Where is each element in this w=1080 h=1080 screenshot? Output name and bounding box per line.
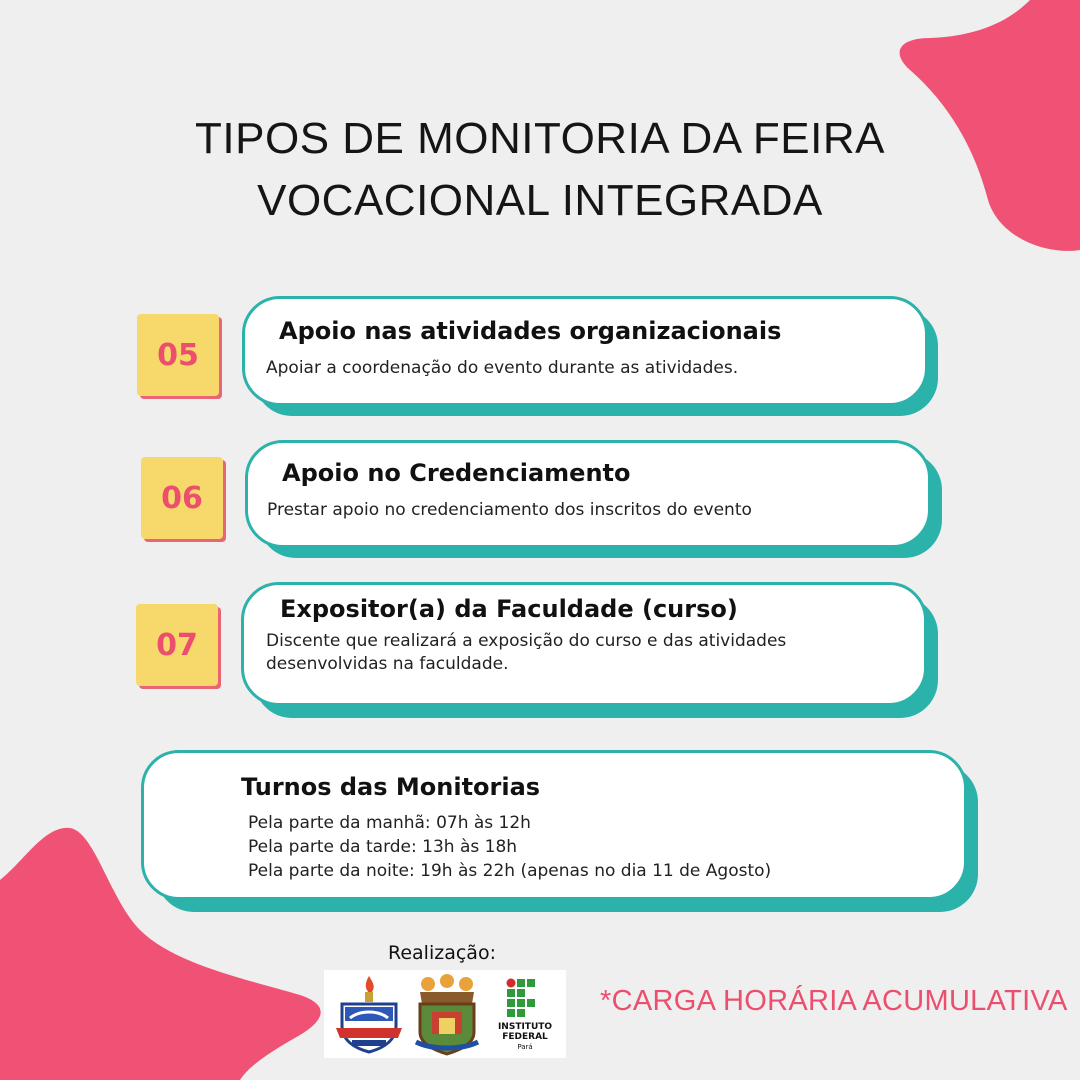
realizacao-label: Realização: [388, 942, 496, 964]
turnos-heading: Turnos das Monitorias [241, 773, 541, 801]
number-badge: 06 [141, 457, 223, 539]
if-grid-icon [506, 978, 536, 1018]
card [241, 582, 927, 706]
if-logo-line-2: FEDERAL [502, 1032, 548, 1042]
logos-panel [324, 970, 566, 1058]
item-heading: Expositor(a) da Faculdade (curso) [280, 595, 738, 623]
page-title [0, 108, 1080, 232]
number-badge: 07 [136, 604, 218, 686]
item-description: Apoiar a coordenação do evento durante as atividades. [266, 358, 739, 378]
item-heading: Apoio no Credenciamento [282, 459, 631, 487]
if-logo-line-3: Pará [517, 1043, 533, 1051]
turno-line: Pela parte da tarde: 13h às 18h [248, 837, 518, 857]
card [245, 440, 931, 548]
item-description-line-1: Discente que realizará a exposição do curso e das atividades [266, 631, 787, 651]
title-line-1: TIPOS DE MONITORIA DA FEIRA [195, 114, 885, 163]
card [242, 296, 928, 406]
ufpa-logo [332, 974, 406, 1054]
item-description-line-2: desenvolvidas na faculdade. [266, 654, 509, 674]
item-heading: Apoio nas atividades organizacionais [279, 317, 782, 345]
item-description: Prestar apoio no credenciamento dos inscritos do evento [267, 500, 752, 520]
if-logo-line-1: INSTITUTO [497, 1022, 553, 1032]
title-line-2: VOCACIONAL INTEGRADA [257, 176, 823, 225]
turnos-list [248, 811, 771, 883]
turno-line: Pela parte da noite: 19h às 22h (apenas no dia 11 de Agosto) [248, 861, 772, 881]
coat-of-arms-logo [412, 972, 482, 1056]
turno-line: Pela parte da manhã: 07h às 12h [248, 813, 531, 833]
number-badge: 05 [137, 314, 219, 396]
card [141, 750, 967, 900]
item-description [266, 630, 786, 676]
carga-horaria-note: *CARGA HORÁRIA ACUMULATIVA [600, 985, 1068, 1017]
if-para-logo [490, 978, 560, 1056]
